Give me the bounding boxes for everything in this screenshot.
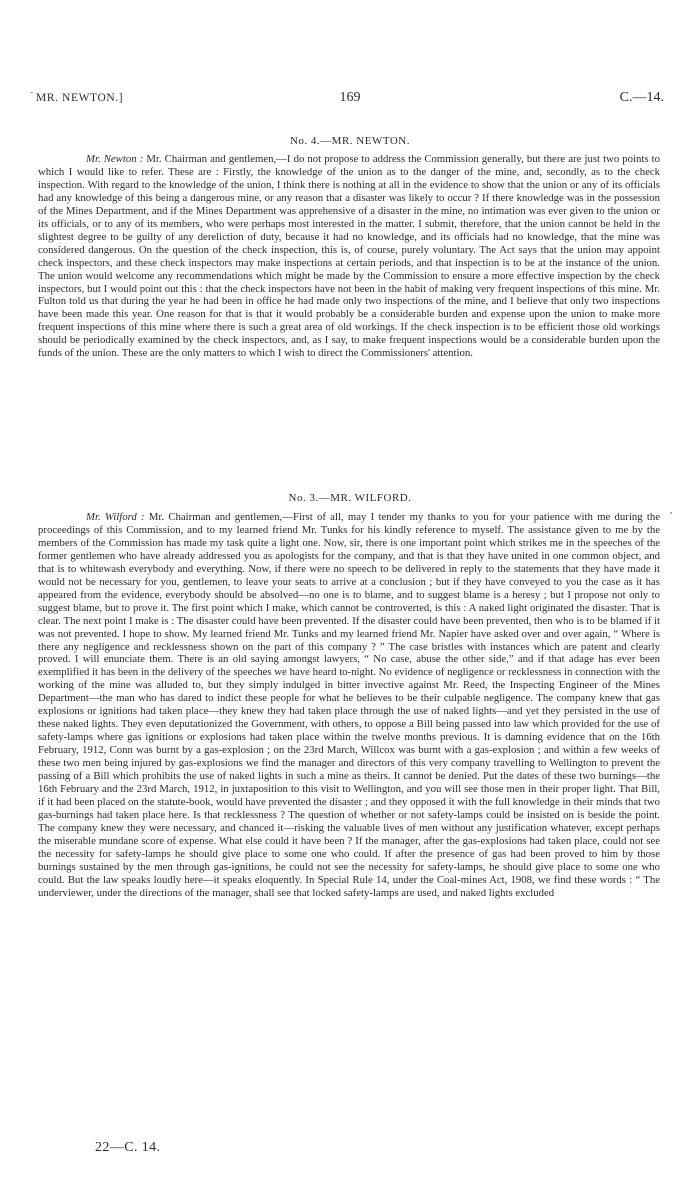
speech-text: Mr. Chairman and gentlemen,—First of all, may I tender my thanks to you for your patience with me during the proceedings of this Commission, and to my learned friend Mr. Tunks for his kindly reference to myself. The assistance given to me by the members of the Commission has made my task quite a light one. Now, sir, there is one important point which strikes me in the speeches of the former gentlemen who have already addressed you as apologists for the company, and that is that they have united in one common object, and that is to whitewash everybody and everything. Now, if there were no speech to be delivered in reply to the statements that they have made it would not be necessary for you, gentlemen, to leave your seats to arrive at a conclusion ; but if they have conveyed to you the case as it has appeared from the evidence, everybody should be absolved—no one is to blame, and to suggest blame is a heresy ; but I propose not only to suggest blame, but to prove it. The first point which I make, which cannot be controverted, is this : A naked light originated the disaster. That is clear. The next point I make is : The disaster could have been prevented. If the disaster could have been prevented, then who is to be blamed if it was not prevented. I hope to show. My learned friend Mr. Tunks and my learned friend Mr. Napier have asked over and over again, “ Where is there any negligence and recklessness shown on the part of this company ? ” The case bristles with instances which are patent and clearly proved. I will enunciate them. There is an old saying amongst lawyers, “ No case, abuse the other side,” and if that adage has ever been exemplified it has been in the delivery of the speeches we have heard to-night. No evidence of negligence or recklessness in connection with the working of the mine was alluded to, but they simply indulged in bitter invective against Mr. Reed, the Inspecting Engineer of the Mines Department—the man who has dared to indict these people for what he believes to be their culpable negligence. The company knew that gas explosions or ignitions had taken place—they knew they had taken place through the use of naked lights—and yet they persisted in the use of these naked lights. They even deputationized the Government, with others, to oppose a Bill being passed into law which provided for the use of safety-lamps where gas ignitions or explosions had taken place within the twelve months previous. It is damning evidence that on the 16th February, 1912, Conn was burnt by a gas-explosion ; on the 23rd March, Willcox was burnt with a gas-explosion ; and within a few weeks of these two men being injured by gas-explosions we find the manager and directors of this very company travelling to Wellington to prevent the passing of a Bill which prohibits the use of naked lights in such a mine as theirs. It cannot be denied. Put the dates of these two burnings—the 16th February and the 23rd March, 1912, in juxtaposition to this visit to Wellington, and you will see those men in their proper light. That Bill, if it had been placed on the statute-book, would have prevented the disaster ; and they opposed it with the full knowledge in their minds that two gas-burnings had taken place here. Is that recklessness ? The question of whether or not safety-lamps could be insisted on is beside the point. The company knew they were necessary, and chanced it—risking the valuable lives of men without any justification whatever, except perhaps the miserable mundane score of expense. What else could it have been ? If the manager, after the gas-explosions had taken place, could not see the necessity for safety-lamps he should give place to some one who could. If after the presence of gas had been proved to him by those burnings sustained by the men through gas-ignitions, he could not see the necessity for safety-lamps, he should give place to some one who could. But the law speaks loudly here—it speaks eloquently. In Special Rule 14, under the Coal-mines Act, 1908, we find these words : “ The underviewer, under the directions of the manager, shall see that locked safety-lamps are used, and naked lights excluded: [38, 511, 660, 899]
signature-line: 22—C. 14.: [95, 1140, 161, 1155]
header-speaker: MR. NEWTON.]: [36, 92, 124, 104]
speech-text: Mr. Chairman and gentlemen,—I do not propose to address the Commission generally, but there are just two points to which I would like to refer. These are : Firstly, the knowledge of the union as to the danger of the mine, and, secondly, as to the check inspection. With regard to the knowledge of the union, I think there is nothing at all in the evidence to show that the union or any of its officials had any knowledge of this being a dangerous mine, or any reason that a disaster was likely to occur ? If there knowledge was in the possession of the Mines Department, and if the Mines Department was apprehensive of a disaster in the mine, no intimation was ever given to the union or its officials, or to any of its members, who were perhaps most interested in the matter. I submit, therefore, that the union cannot be held in the slightest degree to be guilty of any dereliction of duty, because it had no knowledge, and its officials had no knowledge, that the mine was considered dangerous. On the question of the check inspection, this is, of course, purely voluntary. The Act says that the union may appoint check inspectors, and these check inspectors may make inspections at certain periods, and that inspection is to be at the instance of the union. The union would welcome any recommendations which might be made by the Commission to ensure a more effective inspection by the check inspectors, but I would point out this : that the check inspectors have not been in the habit of making very frequent inspections of this mine. Mr. Fulton told us that during the year he had been in office he had made only two inspections of the mine, and I believe that only two inspections have been made this year. One reason for that is that it would probably be a considerable burden and expense upon the union to make more frequent inspections of this mine where there is such a great area of old workings. If the check inspection is to be efficient those old workings should be periodically examined by the check inspectors, and, as I say, to make frequent inspections would be a considerable burden upon the funds of the union. These are the only matters to which I wish to direct the Commissioners' attention.: [38, 153, 661, 360]
section-body-wilford: [38, 511, 660, 900]
document-code: C.—14.: [619, 90, 664, 105]
section-title-newton: No. 4.—MR. NEWTON.: [289, 135, 410, 147]
margin-tick: ′: [670, 510, 673, 522]
page-number: 169: [339, 90, 361, 105]
speaker-name: Mr. Wilford :: [86, 511, 145, 523]
speaker-name: Mr. Newton :: [86, 153, 144, 165]
page-header: [36, 90, 664, 112]
section-title-wilford: No. 3.—MR. WILFORD.: [288, 492, 412, 504]
section-body-newton: [38, 153, 660, 360]
margin-dot: ·: [30, 87, 34, 99]
